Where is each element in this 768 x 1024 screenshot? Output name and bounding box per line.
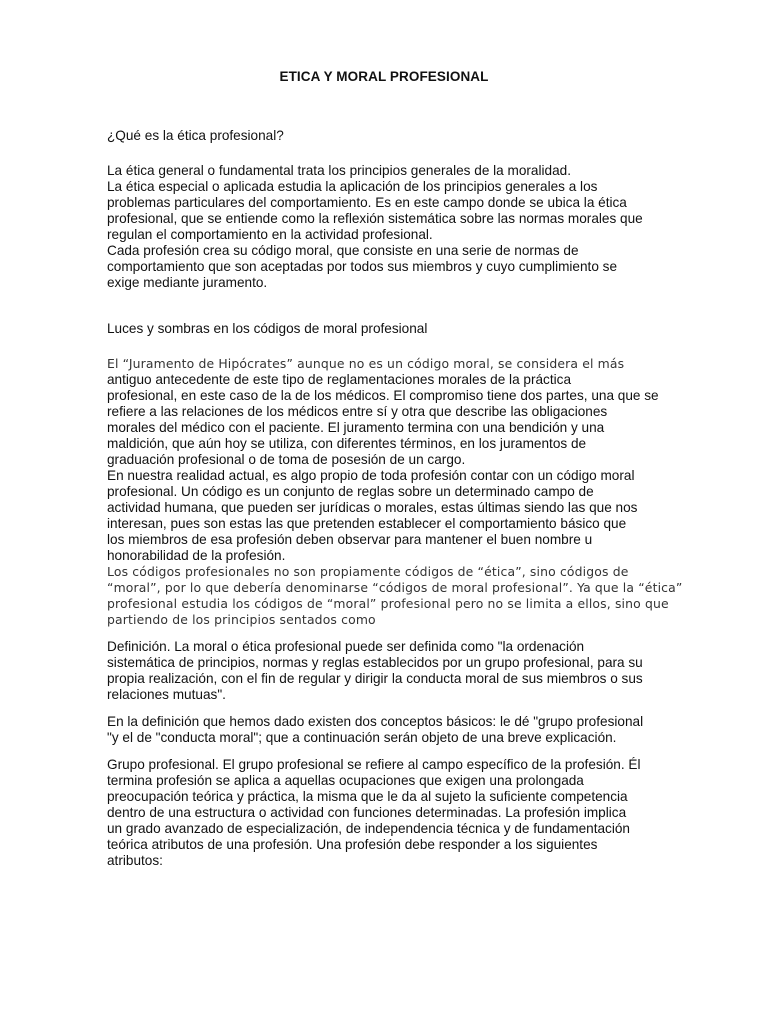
realidad-line: En nuestra realidad actual, es algo propio de toda profesión contar con un código moral [107,468,635,483]
realidad-line: honorabilidad de la profesión. [107,548,286,563]
grupo-line: Grupo profesional. El grupo profesional se refiere al campo específico de la profesión. Él [107,757,641,772]
grupo-line: atributos: [107,853,163,868]
intro-line: problemas particulares del comportamiento. Es en este campo donde se ubica la ética [107,195,627,210]
section-heading: Luces y sombras en los códigos de moral profesional [107,321,428,336]
hipocrates-line: graduación profesional o de toma de posesión de un cargo. [107,452,466,467]
codigos-line: “moral”, por lo que debería denominarse “códigos de moral profesional”. Ya que la “ética” [107,580,683,595]
hipocrates-line: maldición, que aún hoy se utiliza, con diferentes términos, en los juramentos de [107,436,587,451]
codigos-line: partiendo de los principios sentados como [107,612,376,627]
grupo-line: preocupación teórica y práctica, la misma que le da al sujeto la suficiente competencia [107,789,628,804]
intro-line: profesional, que se entiende como la reflexión sistemática sobre las normas morales que [107,211,643,226]
realidad-line: interesan, pues son estas las que pretenden establecer el comportamiento básico que [107,516,627,531]
intro-line: La ética general o fundamental trata los principios generales de la moralidad. [107,163,571,178]
codigos-line: Los códigos profesionales no son propiamente códigos de “ética”, sino códigos de [107,564,629,579]
hipocrates-line: refiere a las relaciones de los médicos entre sí y otra que describe las obligaciones [107,404,608,419]
intro-line: exige mediante juramento. [107,275,268,290]
definicion-line: sistemática de principios, normas y reglas establecidos por un grupo profesional, para su [107,655,643,670]
document-title: ETICA Y MORAL PROFESIONAL [279,69,489,84]
intro-line: comportamiento que son aceptadas por todos sus miembros y cuyo cumplimiento se [107,259,618,274]
intro-line: Cada profesión crea su código moral, que consiste en una serie de normas de [107,243,579,258]
grupo-line: termina profesión se aplica a aquellas ocupaciones que exigen una prolongada [107,773,584,788]
definicion-line: relaciones mutuas". [107,687,226,702]
conceptos-line: "y el de "conducta moral"; que a continuación serán objeto de una breve explicación. [107,730,617,745]
question-heading: ¿Qué es la ética profesional? [107,128,284,143]
intro-line: La ética especial o aplicada estudia la aplicación de los principios generales a los [107,179,598,194]
grupo-line: un grado avanzado de especialización, de independencia técnica y de fundamentación [107,821,630,836]
realidad-line: profesional. Un código es un conjunto de reglas sobre un determinado campo de [107,484,594,499]
conceptos-line: En la definición que hemos dado existen dos conceptos básicos: le dé "grupo profesional [107,714,644,729]
realidad-line: actividad humana, que pueden ser jurídicas o morales, estas últimas siendo las que nos [107,500,638,515]
hipocrates-line: antiguo antecedente de este tipo de reglamentaciones morales de la práctica [107,372,571,387]
hipocrates-line: El “Juramento de Hipócrates” aunque no es un código moral, se considera el más [107,356,625,371]
grupo-line: teórica atributos de una profesión. Una profesión debe responder a los siguientes [107,837,598,852]
hipocrates-line: morales del médico con el paciente. El juramento termina con una bendición y una [107,420,605,435]
realidad-line: los miembros de esa profesión deben observar para mantener el buen nombre u [107,532,593,547]
definicion-line: propia realización, con el fin de regular y dirigir la conducta moral de sus miembros o sus [107,671,643,686]
hipocrates-line: profesional, en este caso de la de los médicos. El compromiso tiene dos partes, una que se [107,388,659,403]
grupo-line: dentro de una estructura o actividad con funciones determinadas. La profesión implica [107,805,627,820]
codigos-line: profesional estudia los códigos de “moral” profesional pero no se limita a ellos, sino que [107,596,669,611]
intro-line: regulan el comportamiento en la actividad profesional. [107,227,433,242]
definicion-line: Definición. La moral o ética profesional puede ser definida como "la ordenación [107,639,585,654]
